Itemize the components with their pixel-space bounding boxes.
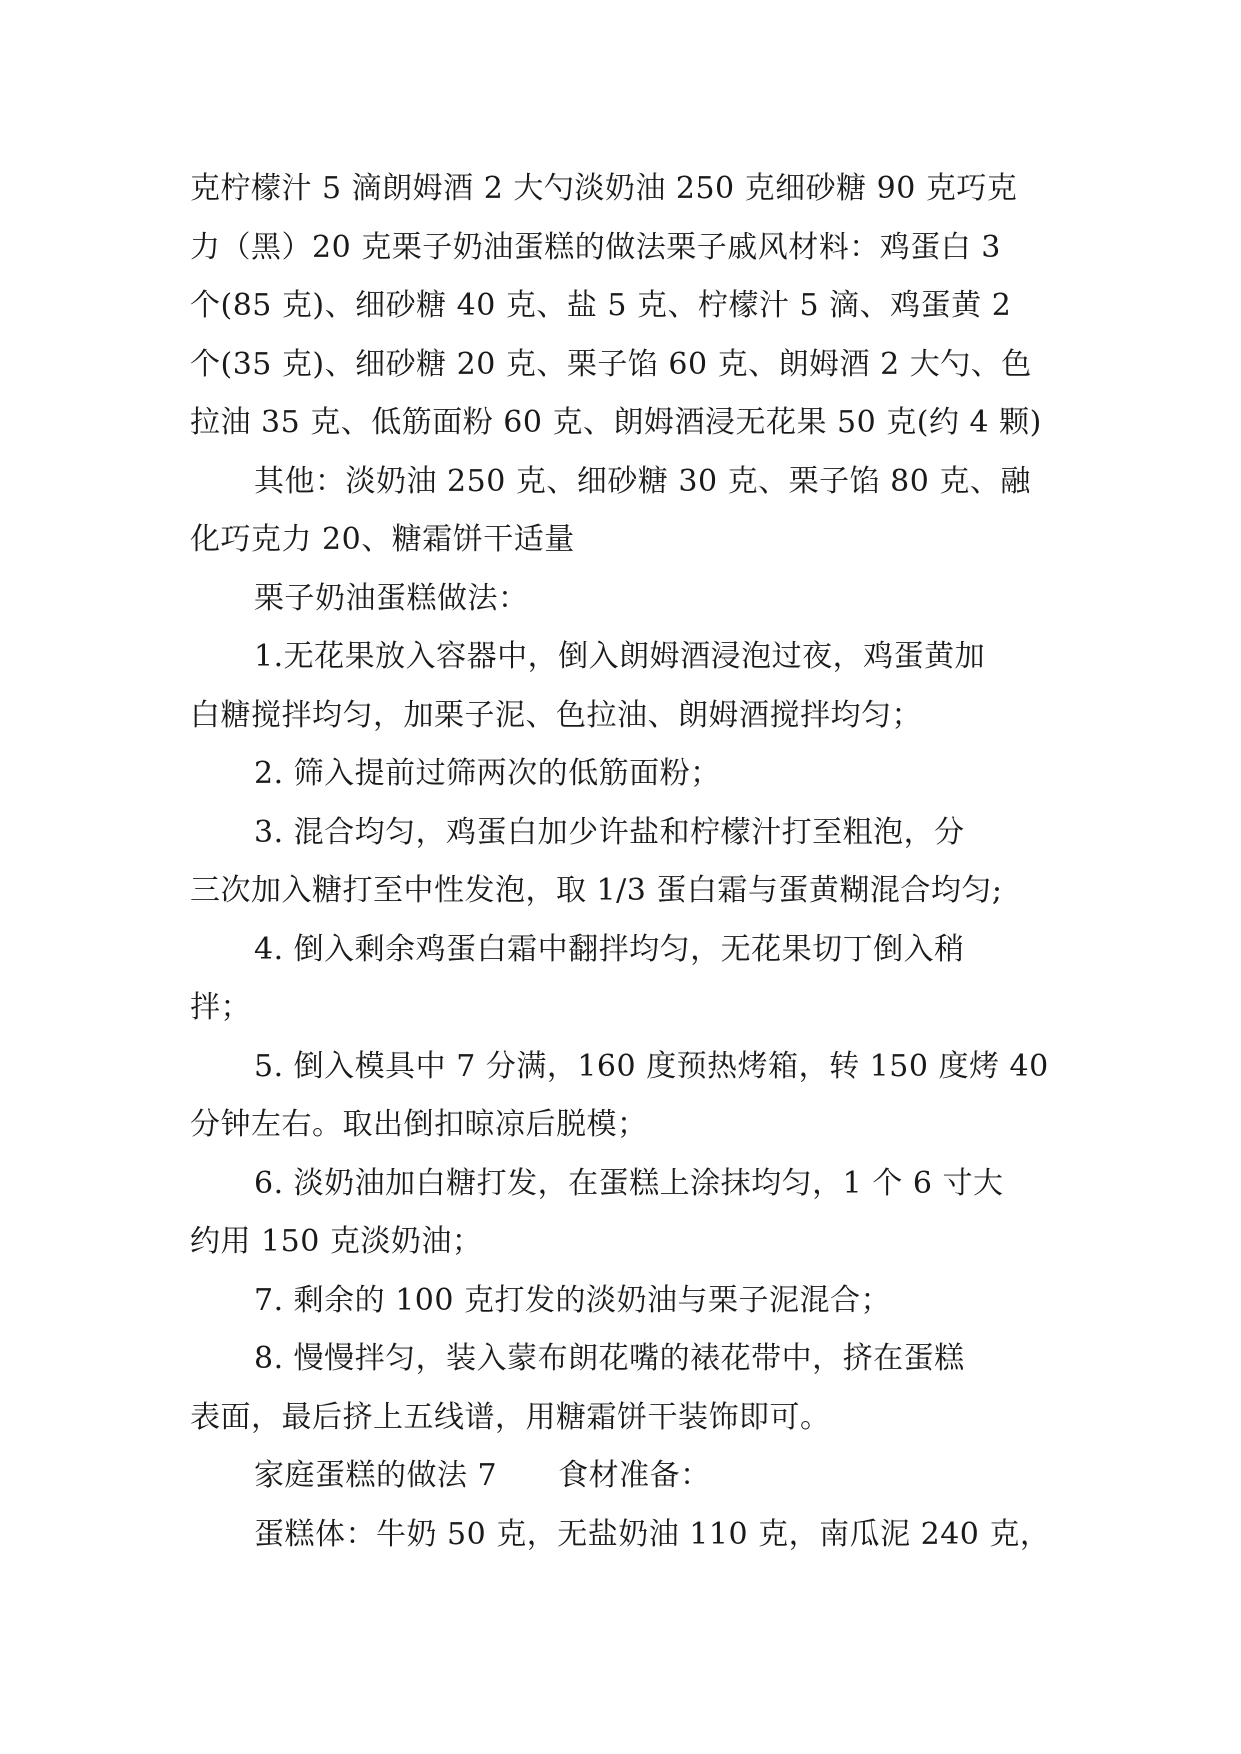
text-line: 个(35 克)、细砂糖 20 克、栗子馅 60 克、朗姆酒 2 大勺、色 [190,346,1032,382]
text-line: 拉油 35 克、低筋面粉 60 克、朗姆酒浸无花果 50 克(约 4 颗) [190,405,1042,440]
document-page [190,160,1050,1564]
text-line: 白糖搅拌均匀，加栗子泥、色拉油、朗姆酒搅拌均匀； [190,697,922,733]
text-line: 分钟左右。取出倒扣晾凉后脱模； [190,1107,648,1142]
section-heading: 家庭蛋糕的做法 7 食材准备： [254,1458,711,1493]
text-line: 拌； [190,990,251,1025]
step-2: 2. 筛入提前过筛两次的低筋面粉； [254,756,721,791]
step-5: 5. 倒入模具中 7 分满，160 度预热烤箱，转 150 度烤 40 [254,1048,1049,1084]
text-line: 表面，最后挤上五线谱，用糖霜饼干装饰即可。 [190,1399,831,1435]
text-line: 力（黑）20 克栗子奶油蛋糕的做法栗子戚风材料：鸡蛋白 3 [190,229,1001,265]
text-line: 三次加入糖打至中性发泡，取 1/3 蛋白霜与蛋黄糊混合均匀; [190,873,1003,908]
paragraph-start: 其他：淡奶油 250 克、细砂糖 30 克、栗子馅 80 克、融 [254,463,1031,499]
step-1: 1.无花果放入容器中，倒入朗姆酒浸泡过夜，鸡蛋黄加 [254,639,986,674]
text-line: 个(85 克)、细砂糖 40 克、盐 5 克、柠檬汁 5 滴、鸡蛋黄 2 [190,288,1012,323]
step-8: 8. 慢慢拌匀，装入蒙布朗花嘴的裱花带中，挤在蛋糕 [254,1341,965,1376]
text-line: 化巧克力 20、糖霜饼干适量 [190,522,575,557]
step-3: 3. 混合均匀，鸡蛋白加少许盐和柠檬汁打至粗泡，分 [254,814,965,850]
step-7: 7. 剩余的 100 克打发的淡奶油与栗子泥混合； [254,1282,891,1318]
text-line: 克柠檬汁 5 滴朗姆酒 2 大勺淡奶油 250 克细砂糖 90 克巧克 [190,171,1018,206]
paragraph-start: 蛋糕体：牛奶 50 克，无盐奶油 110 克，南瓜泥 240 克， [254,1516,1051,1552]
section-heading: 栗子奶油蛋糕做法： [254,580,529,616]
step-4: 4. 倒入剩余鸡蛋白霜中翻拌均匀，无花果切丁倒入稍 [254,931,965,967]
text-line: 约用 150 克淡奶油； [190,1224,483,1259]
step-6: 6. 淡奶油加白糖打发，在蛋糕上涂抹均匀，1 个 6 寸大 [254,1165,1004,1201]
